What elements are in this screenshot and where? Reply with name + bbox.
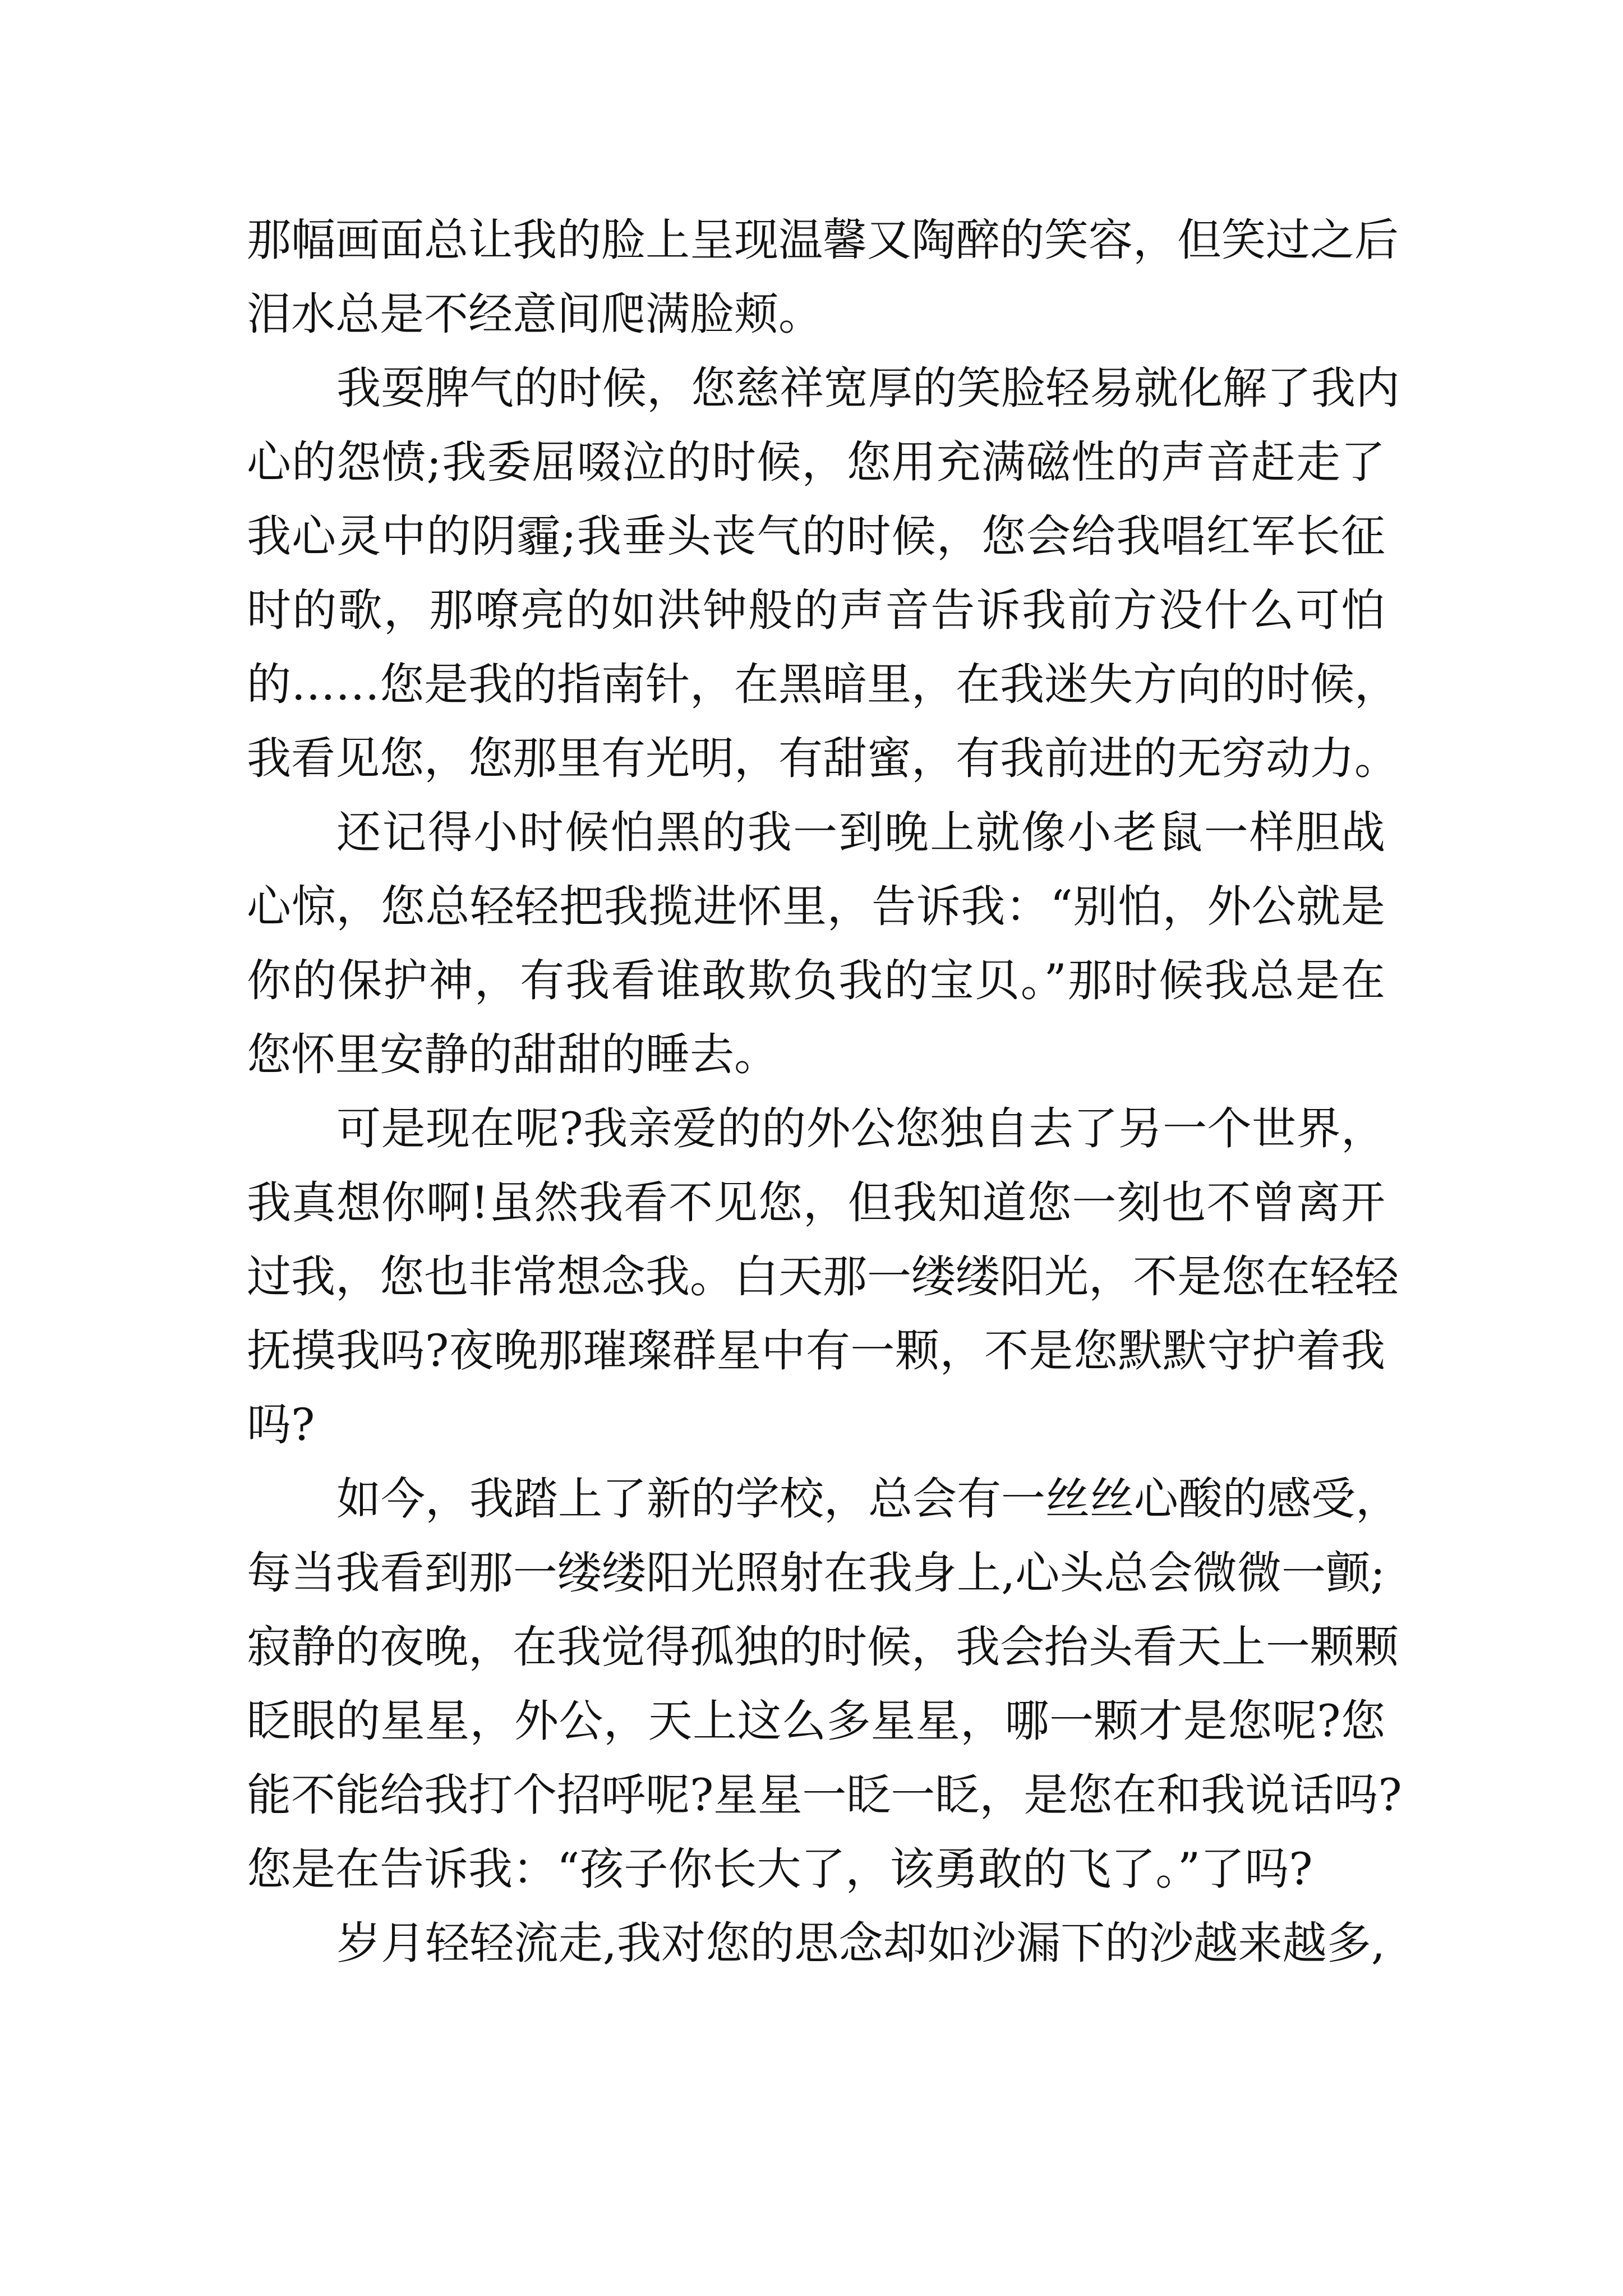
text-line: 您怀里安静的甜甜的睡去。 [247,1029,778,1080]
text-line: 眨眼的星星，外公，天上这么多星星，哪一颗才是您呢?您 [247,1695,1385,1747]
text-line: 你的保护神，有我看谁敢欺负我的宝贝。”那时候我总是在 [247,955,1385,1006]
text-line: 我耍脾气的时候，您慈祥宽厚的笑脸轻易就化解了我内 [336,362,1400,414]
text-line: 泪水总是不经意间爬满脸颊。 [247,288,823,340]
text-line: 我心灵中的阴霾;我垂头丧气的时候，您会给我唱红军长征 [247,510,1385,562]
text-line: 还记得小时候怕黑的我一到晚上就像小老鼠一样胆战 [336,807,1385,858]
text-line: 您是在告诉我：“孩子你长大了，该勇敢的飞了。”了吗? [247,1843,1313,1895]
text-line: 吗? [247,1399,315,1451]
text-line: 每当我看到那一缕缕阳光照射在我身上,心头总会微微一颤; [247,1547,1385,1599]
text-line: 我真想你啊!虽然我看不见您，但我知道您一刻也不曾离开 [247,1177,1385,1228]
text-line: 时的歌，那嘹亮的如洪钟般的声音告诉我前方没什么可怕 [247,585,1385,636]
text-line: 心惊，您总轻轻把我揽进怀里，告诉我：“别怕，外公就是 [247,881,1385,932]
text-line: 心的怨愤;我委屈啜泣的时候，您用充满磁性的声音赶走了 [247,436,1385,488]
text-line: 那幅画面总让我的脸上呈现温馨又陶醉的笑容，但笑过之后 [247,214,1399,266]
text-line: 过我，您也非常想念我。白天那一缕缕阳光，不是您在轻轻 [247,1251,1399,1303]
text-line: 岁月轻轻流走,我对您的思念却如沙漏下的沙越来越多, [336,1917,1385,1969]
text-line: 我看见您，您那里有光明，有甜蜜，有我前进的无穷动力。 [247,733,1399,784]
text-line: 的……您是我的指南针，在黑暗里，在我迷失方向的时候， [247,659,1399,710]
text-line: 能不能给我打个招呼呢?星星一眨一眨，是您在和我说话吗? [247,1769,1402,1821]
text-line: 可是现在呢?我亲爱的的外公您独自去了另一个世界， [336,1103,1385,1154]
text-line: 寂静的夜晚，在我觉得孤独的时候，我会抬头看天上一颗颗 [247,1621,1399,1673]
text-line: 如今，我踏上了新的学校，总会有一丝丝心酸的感受， [336,1473,1400,1525]
text-line: 抚摸我吗?夜晚那璀璨群星中有一颗，不是您默默守护着我 [247,1325,1385,1377]
